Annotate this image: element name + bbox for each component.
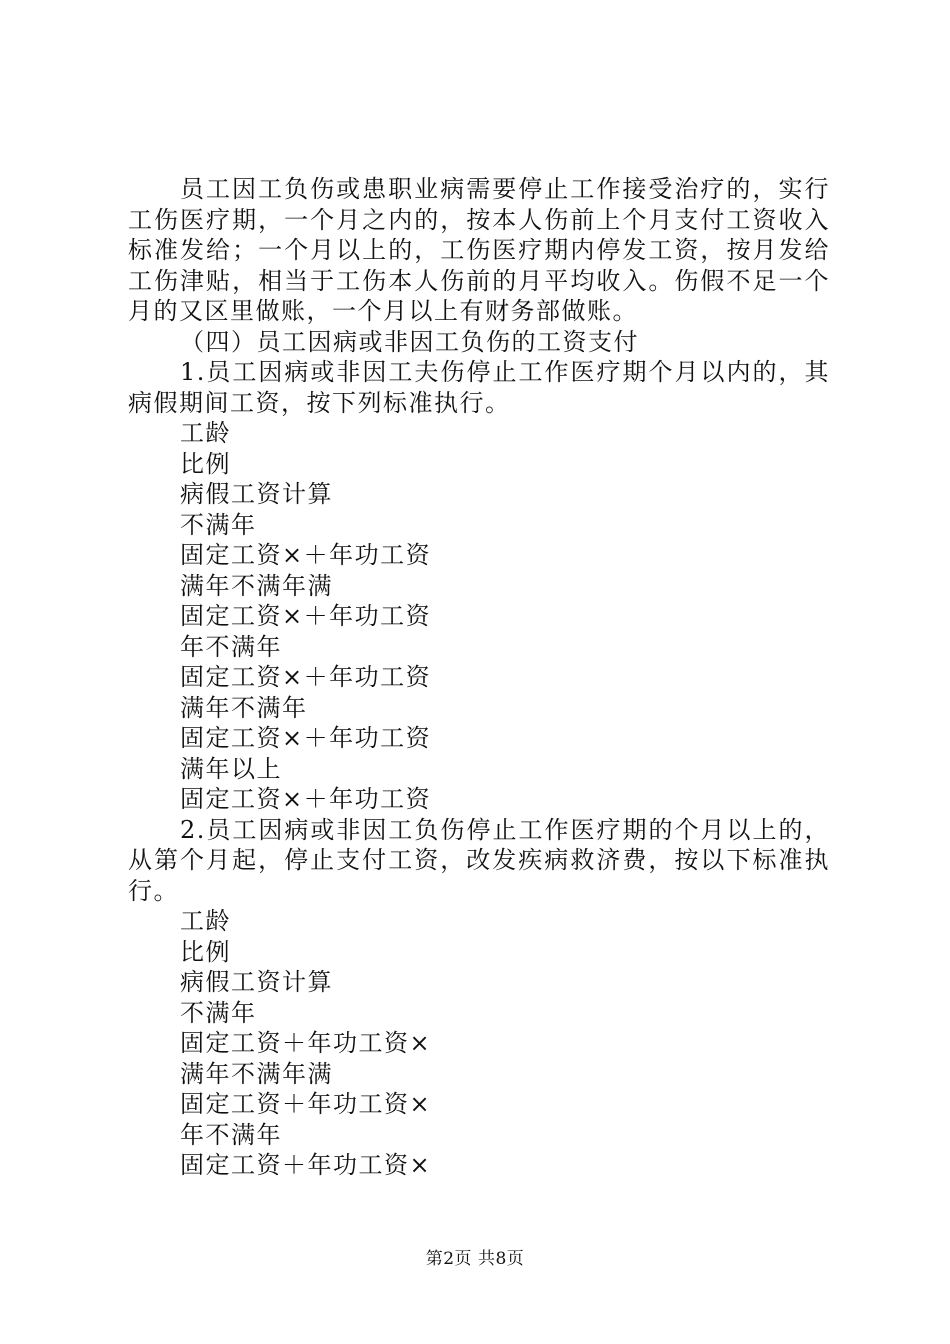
table-cell: 固定工资×＋年功工资 [180, 602, 432, 630]
document-body [128, 174, 830, 1181]
table-cell: 年不满年 [180, 1120, 282, 1149]
table-cell: 满年不满年 [180, 693, 308, 722]
section-heading-sick-leave: （四）员工因病或非因工负伤的工资支付 [180, 327, 639, 356]
page-number-label: 第2页 共8页 [425, 1249, 525, 1269]
list-item-2: 2.员工因病或非因工负伤停止工作医疗期的个月以上的，从第个月起，停止支付工资，改发疾病救济费，按以下标准执行。 [128, 815, 830, 905]
table-cell: 固定工资×＋年功工资 [180, 785, 432, 813]
table-cell: 满年以上 [180, 754, 282, 783]
table-cell: 固定工资×＋年功工资 [180, 541, 432, 569]
table-cell: 病假工资计算 [180, 480, 333, 508]
table-cell: 固定工资＋年功工资× [180, 1151, 432, 1179]
table-cell: 年不满年 [180, 632, 282, 661]
table-cell: 满年不满年满 [180, 571, 333, 600]
sick-leave-table-2 [128, 906, 830, 1181]
table-cell: 固定工资×＋年功工资 [180, 663, 432, 691]
table-cell: 满年不满年满 [180, 1059, 333, 1088]
table-cell: 比例 [180, 449, 231, 478]
paragraph-work-injury: 员工因工负伤或患职业病需要停止工作接受治疗的，实行工伤医疗期，一个月之内的，按本人伤前上个月支付工资收入标准发给；一个月以上的，工伤医疗期内停发工资，按月发给工伤津贴，相当于工伤本人伤前的月平均收入。伤假不足一个月的又区里做账，一个月以上有财务部做账。 [128, 175, 830, 325]
table-cell: 固定工资×＋年功工资 [180, 724, 432, 752]
list-item-1: 1.员工因病或非因工夫伤停止工作医疗期个月以内的，其病假期间工资，按下列标准执行。 [128, 358, 830, 417]
table-cell: 病假工资计算 [180, 968, 333, 996]
table-cell: 固定工资＋年功工资× [180, 1090, 432, 1118]
table-cell: 工龄 [180, 419, 231, 447]
table-cell: 工龄 [180, 907, 231, 935]
page-footer [0, 1244, 950, 1269]
sick-leave-table-1 [128, 418, 830, 815]
table-cell: 固定工资＋年功工资× [180, 1029, 432, 1057]
table-cell: 比例 [180, 937, 231, 966]
table-cell: 不满年 [180, 510, 257, 539]
table-cell: 不满年 [180, 998, 257, 1027]
